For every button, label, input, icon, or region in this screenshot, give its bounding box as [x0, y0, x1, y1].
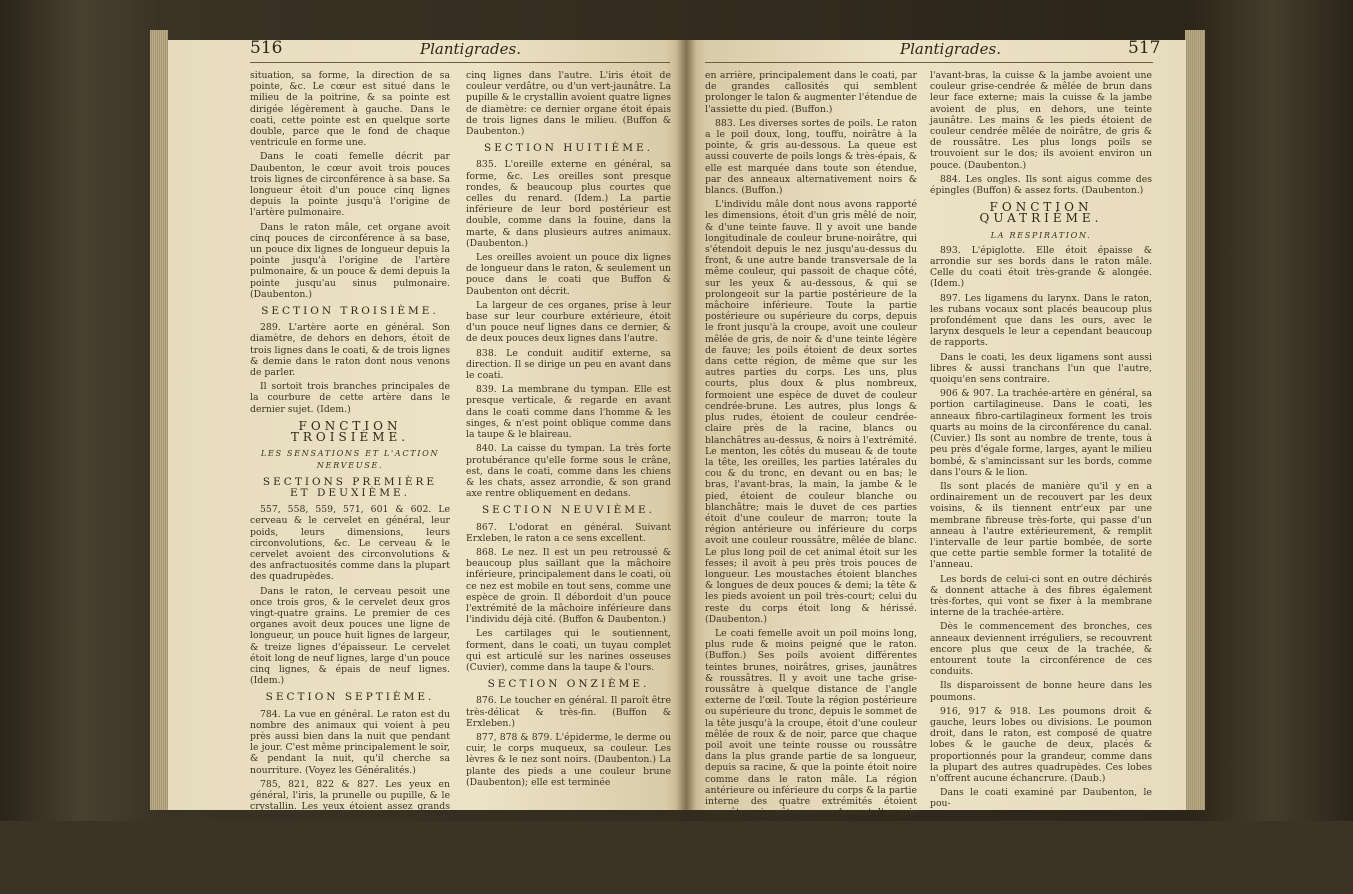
paragraph: Ils sont placés de manière qu'il y en a ordinairement un de recouvert par les deux voisins, & ils tiennent entr'eux par une membrane fibreuse très-forte, qui passe d'un anneau à l'autre extérieurement, & remplit l'intervalle de leur partie bombée, de sorte que cette partie semble former la totalité de l'anneau. — [930, 480, 1152, 571]
page-edges-left — [150, 30, 168, 810]
paragraph: 877, 878 & 879. L'épiderme, le derme ou cuir, le corps muqueux, sa couleur. Les lèvres & le nez sont noirs. (Daubenton.) La plante des pieds a une couleur brune (Daubenton); elle est terminée — [466, 731, 671, 788]
section-heading: SECTION ONZIÈME. — [487, 678, 650, 691]
paragraph: 868. Le nez. Il est un peu retroussé & beaucoup plus saillant que la mâchoire inférieure, principalement dans le coati, où ce nez est mobile en tout sens, comme une espèce de groin. Il débordoit d'un pouce l'extrémité de la mâchoire inférieure dans l'individu déjà cité. (Buffon & Daubenton.) — [466, 546, 671, 626]
paragraph: 916, 917 & 918. Les poumons droit & gauche, leurs lobes ou divisions. Le poumon droit, dans le raton, est composé de quatre lobes & le gauche de deux, placés & proportionnés pour la grandeur, comme dans la plupart des autres quadrupèdes. Ces lobes n'offrent aucune échancrure. (Daub.) — [930, 705, 1152, 784]
paragraph: Dans le coati, les deux ligamens sont aussi libres & aussi tranchans l'un que l'autre, quoiqu'en sens contraire. — [930, 351, 1152, 386]
paragraph: 784. La vue en général. Le raton est du nombre des animaux qui voient à peu près aussi bien dans la nuit que pendant le jour. C'est même principalement le soir, & pendant la nuit, qu'il cherche sa nourriture. (Voyez les Généralités.) — [250, 708, 450, 776]
paragraph: 906 & 907. La trachée-artère en général, sa portion cartilagineuse. Dans le coati, les anneaux fibro-cartilagineux forment les trois quarts au moins de la circonférence du canal. (Cuvier.) Ils sont au nombre de trente, tous à peu près d'égale forme, larges, ayant le milieu bombé, & s'amincissant sur les bords, comme dans l'ours & le lion. — [930, 388, 1152, 478]
paragraph: 867. L'odorat en général. Suivant Erxleben, le raton a ce sens excellent. — [466, 521, 671, 544]
paragraph: 557, 558, 559, 571, 601 & 602. Le cerveau & le cervelet en général, leur poids, leurs dimensions, leurs circonvolutions, &c. Le cerveau & le cervelet avoient des circonvolutions & des anfractuosités comme dans la plupart des quadrupèdes. — [250, 504, 450, 583]
right-running-head: Plantigrades. — [900, 40, 1001, 58]
section-heading: SECTION SEPTIÈME. — [265, 691, 435, 704]
paragraph: situation, sa forme, la direction de sa pointe, &c. Le cœur est situé dans le milieu de la poitrine, & sa pointe est dirigée légèrement à gauche. Dans le coati, cette pointe est en quelque sorte double, parce que le fond de chaque ventricule en forme une. — [250, 70, 450, 149]
paragraph: Dans le raton, le cerveau pesoit une once trois gros, & le cervelet deux gros vingt-quatre grains. Le premier de ces organes avoit deux pouces une ligne de longueur, un pouce huit lignes de largeur, & treize lignes d'épaisseur. Le cervelet étoit long de neuf lignes, large d'un pouce cinq lignes, & épais de neuf lignes. (Idem.) — [250, 585, 450, 687]
left-column-1 — [250, 70, 450, 894]
paragraph: Les cartilages qui le soutiennent, forment, dans le coati, un tuyau complet qui est articulé sur les narines osseuses (Cuvier), comme dans la taupe & l'ours. — [466, 628, 671, 673]
section-heading: FONCTION TROISIÈME. — [290, 418, 410, 445]
paragraph: Dès le commencement des bronches, ces anneaux deviennent irréguliers, se recouvrent encore plus que ceux de la trachée, & entourent toute la circonférence de ces conduits. — [930, 621, 1152, 678]
paragraph: Il sortoit trois branches principales de la courbure de cette artère dans le dernier sujet. (Idem.) — [250, 381, 450, 415]
paragraph: 884. Les ongles. Ils sont aigus comme des épingles (Buffon) & assez forts. (Daubenton.) — [930, 173, 1152, 197]
subsection-heading: LES SENSATIONS ET L'ACTION NERVEUSE. — [260, 448, 440, 470]
left-running-head: Plantigrades. — [420, 40, 521, 58]
paragraph: 839. La membrane du tympan. Elle est presque verticale, & regarde en avant dans le coati comme dans l'homme & les singes, & n'est point oblique comme dans la taupe & le blaireau. — [466, 384, 671, 441]
paragraph: en arrière, principalement dans le coati, par de grandes callosités qui semblent prolonger le talon & augmenter l'étendue de l'assiette du pied. (Buffon.) — [705, 70, 917, 115]
paragraph: Dans le coati examiné par Daubenton, le pou- — [930, 787, 1152, 810]
paragraph: 883. Les diverses sortes de poils. Le raton a le poil doux, long, touffu, noirâtre à la pointe, & gris au-dessous. La queue est aussi couverte de poils longs & très-épais, & elle est marquée dans toute son étendue, par des anneaux alternativement noirs & blancs. (Buffon.) — [705, 117, 917, 197]
book-gutter — [676, 40, 696, 810]
left-head-rule — [250, 62, 670, 63]
paragraph: 835. L'oreille externe en général, sa forme, &c. Les oreilles sont presque rondes, & beaucoup plus courtes que celles du renard. (Idem.) La partie inférieure de leur bord postérieur est double, comme dans la fouine, dans la marte, & dans plusieurs autres animaux. (Daubenton.) — [466, 159, 671, 249]
paragraph: Ils disparoissent de bonne heure dans les poumons. — [930, 680, 1152, 703]
subsection-heading: LA RESPIRATION. — [990, 229, 1092, 240]
right-column-2 — [930, 70, 1152, 813]
section-heading: SECTIONS PREMIÈRE ET DEUXIÈME. — [262, 475, 438, 499]
paragraph: Dans le coati femelle décrit par Daubenton, le cœur avoit trois pouces trois lignes de circonférence à sa base. Sa longueur étoit d'un pouce cinq lignes depuis la pointe jusqu'à l'origine de l'artère pulmonaire. — [250, 151, 450, 219]
page-edges-right — [1185, 30, 1205, 810]
section-heading: FONCTION QUATRIÈME. — [979, 200, 1103, 226]
paragraph: 897. Les ligamens du larynx. Dans le raton, les rubans vocaux sont placés beaucoup plus profondément que dans les ours, avec le larynx desquels le leur a cependant beaucoup de rapports. — [930, 292, 1152, 349]
right-page-number: 517 — [1128, 38, 1161, 58]
paragraph: Dans le raton mâle, cet organe avoit cinq pouces de circonférence à sa base, un pouce dix lignes de longueur depuis la pointe jusqu'à l'origine de l'artère pulmonaire, & un pouce & demi depuis la pointe jusqu'au sinus pulmonaire. (Daubenton.) — [250, 221, 450, 300]
section-heading: SECTION HUITIÈME. — [484, 142, 653, 155]
paragraph: La largeur de ces organes, prise à leur base sur leur courbure extérieure, étoit d'un pouce neuf lignes dans ce dernier, & de deux pouces deux lignes dans l'autre. — [466, 299, 671, 345]
section-heading: SECTION TROISIÈME. — [261, 305, 439, 318]
paragraph: Le coati femelle avoit un poil moins long, plus rude & moins peigné que le raton. (Buffon.) Ses poils avoient différentes teintes brunes, noirâtres, grises, jaunâtres & roussâtres. Il y avoit une tache grise-roussâtre à quelque distance de l'angle externe de l'œil. Toute la région postérieure ou supérieure du tronc, depuis le sommet de la tête jusqu'à la croupe, étoit d'une couleur mêlée de roux & de noir, parce que chaque poil avoit une teinte rousse ou roussâtre dans la plus grande partie de sa longueur, depuis sa racine, & que la pointe étoit noire comme dans le raton mâle. La région antérieure ou inférieure du corps & la partie interne des quatre extrémités étoient roussâtres, jaunâtres ou seulement d'un gris légèrement teint de jaune dans quelques endroits. Le bras, — [705, 627, 917, 841]
right-head-rule — [705, 62, 1153, 63]
paragraph: 289. L'artère aorte en général. Son diamètre, de dehors en dehors, étoit de trois lignes dans le coati, & de trois lignes & demie dans le raton dont nous venons de parler. — [250, 322, 450, 379]
left-column-2 — [466, 70, 671, 791]
paragraph: 893. L'épiglotte. Elle étoit épaisse & arrondie sur ses bords dans le raton mâle. Celle du coati étoit très-grande & alongée. (Idem.) — [930, 244, 1152, 290]
left-page-number: 516 — [250, 38, 283, 58]
section-heading: SECTION NEUVIÈME. — [481, 504, 656, 517]
paragraph: cinq lignes dans l'autre. L'iris étoit de couleur verdâtre, ou d'un vert-jaunâtre. La pupille & le crystallin avoient quatre lignes de diamètre: ce dernier organe étoit épais de trois lignes dans le milieu. (Buffon & Daubenton.) — [466, 70, 671, 138]
paragraph: 876. Le toucher en général. Il paroît être très-délicat & très-fin. (Buffon & Erxleben.) — [466, 695, 671, 729]
paragraph: 785, 821, 822 & 827. Les yeux en général, l'iris, la prunelle ou pupille, & le crystallin. Les yeux étoient assez grands dans le raton mâle; mais ceux du coati sont beaucoup plus petits. Ils avoient sept lignes & demie de longueur dans le premier, & seulement cinq lignes dans le second de ces animaux disséqués par Daubenton. Leur ouverture étoit de trois lignes dans le dernier sujet, & de — [250, 778, 450, 891]
paragraph: l'avant-bras, la cuisse & la jambe avoient une couleur grise-cendrée & mêlée de brun dans leur face externe; mais la cuisse & la jambe avoient de plus, en dehors, une teinte jaunâtre. Les mains & les pieds étoient de couleur cendrée mêlée de noirâtre, de gris & de roussâtre. Les plus longs poils se trouvoient sur le dos; ils avoient environ un pouce. (Daubenton.) — [930, 70, 1152, 171]
right-column-1 — [705, 70, 917, 844]
paragraph: 838. Le conduit auditif externe, sa direction. Il se dirige un peu en avant dans le coati. — [466, 347, 671, 382]
paragraph: 840. La caisse du tympan. La très forte protubérance qu'elle forme sous le crâne, est, dans le coati, comme dans les chiens & les chats, assez arrondie, & son grand axe rentre obliquement en dedans. — [466, 443, 671, 500]
paragraph: L'individu mâle dont nous avons rapporté les dimensions, étoit d'un gris mêlé de noir, & d'une teinte fauve. Il y avoit une bande longitudinale de couleur brune-noirâtre, qui s'étendoit depuis le nez jusqu'au-dessus du front, & une autre bande transversale de la même couleur, qui passoit de chaque côté, sur les yeux & au-dessous, & qui se prolongeoit sur la partie postérieure de la mâchoire inférieure. Toute la partie postérieure ou supérieure du corps, depuis le front jusqu'à la croupe, avoit une couleur mêlée de gris, de noir & d'une teinte légère de fauve; les poils étoient de deux sortes dans cette région, de même que sur les autres parties du corps. Les uns, plus courts, plus doux & plus nombreux, formoient une espèce de duvet de couleur cendrée-brune. Les autres, plus longs & plus rudes, étoient de couleur cendrée-claire près de la racine, blancs ou blanchâtres au-dessus, & noirs à l'extrémité. Le menton, les côtés du museau & de toute la tête, les oreilles, les parties latérales du cou & du tronc, en devant ou en bas; le bras, l'avant-bras, la main, la jambe & le pied, étoient de couleur blanche ou blanchâtre; mais le duvet de ces parties étoit d'une couleur de marron; toute la région antérieure ou inférieure du corps avoit une couleur roussâtre, mêlée de blanc. Le plus long poil de cet animal étoit sur les fesses; il avoit à peu près trois pouces de longueur. Les moustaches étoient blanches & longues de deux pouces & demi; la tête & les pieds avoient un poil très-court; celui du reste du corps étoit long & hérissé. (Daubenton.) — [705, 199, 917, 625]
paragraph: Les bords de celui-ci sont en outre déchirés & donnent attache à des fibres également très-fortes, qui vont se fixer à la membrane interne de la trachée-artère. — [930, 573, 1152, 619]
paragraph: Les oreilles avoient un pouce dix lignes de longueur dans le raton, & seulement un pouce dans le coati que Buffon & Daubenton ont décrit. — [466, 252, 671, 297]
